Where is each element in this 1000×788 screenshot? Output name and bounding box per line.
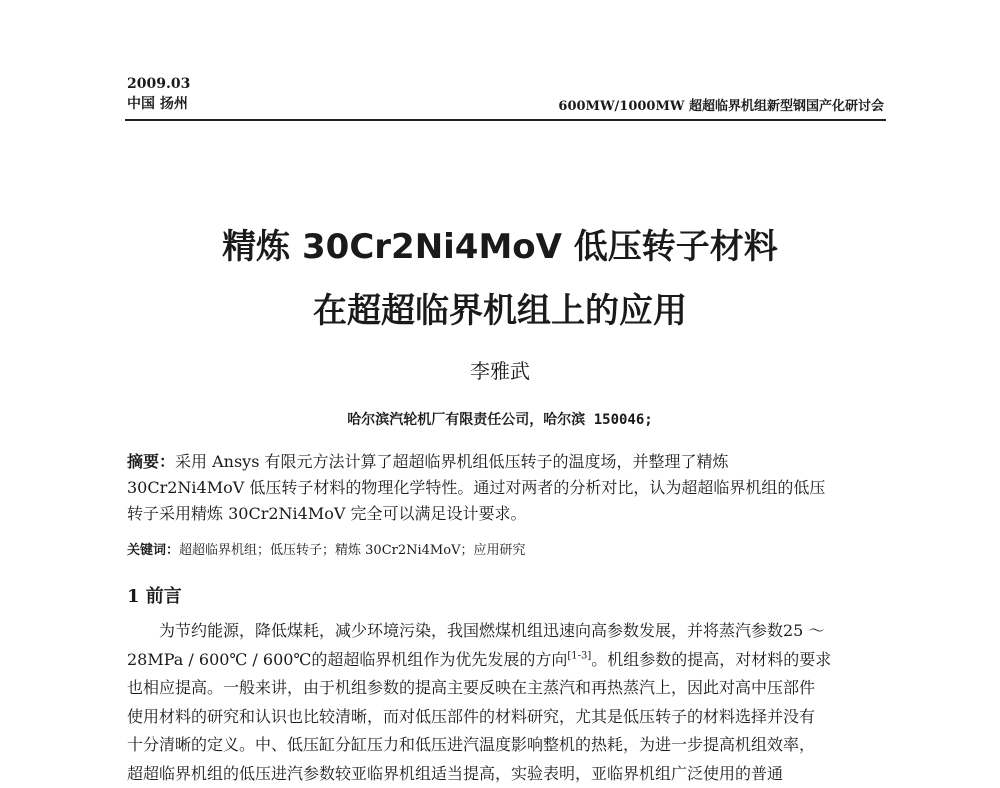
paper-title-line-1: 精炼 30Cr2Ni4MoV 低压转子材料 bbox=[0, 225, 1000, 269]
running-header-left bbox=[127, 74, 190, 114]
header-date: 2009.03 bbox=[127, 74, 190, 94]
abstract-line bbox=[127, 449, 889, 475]
keywords-label: 关键词： bbox=[127, 543, 179, 558]
body-line: 超超临界机组的低压进汽参数较亚临界机组适当提高，实验表明，亚临界机组广泛使用的普通 bbox=[127, 760, 889, 788]
body-line: 使用材料的研究和认识也比较清晰，而对低压部件的材料研究，尤其是低压转子的材料选择并没有 bbox=[127, 703, 889, 732]
body-text-segment: 28MPa / 600℃ / 600℃的超超临界机组作为优先发展的方向 bbox=[127, 650, 567, 669]
keywords-text: 超超临界机组；低压转子；精炼 30Cr2Ni4MoV；应用研究 bbox=[179, 543, 525, 558]
section-body bbox=[127, 617, 889, 788]
author-affiliation: 哈尔滨汽轮机厂有限责任公司，哈尔滨 150046; bbox=[0, 410, 1000, 430]
paper-title-line-2: 在超超临界机组上的应用 bbox=[0, 289, 1000, 333]
abstract-label: 摘要： bbox=[127, 452, 175, 471]
abstract bbox=[127, 449, 889, 527]
abstract-line: 转子采用精炼 30Cr2Ni4MoV 完全可以满足设计要求。 bbox=[127, 501, 889, 527]
abstract-text: 采用 Ansys 有限元方法计算了超超临界机组低压转子的温度场，并整理了精炼 bbox=[175, 452, 729, 471]
keywords bbox=[127, 541, 889, 561]
citation-ref: [1-3] bbox=[567, 650, 591, 661]
body-line: 十分清晰的定义。中、低压缸分缸压力和低压进汽温度影响整机的热耗，为进一步提高机组效率， bbox=[127, 731, 889, 760]
header-conference-title: 600MW/1000MW 超超临界机组新型钢国产化研讨会 bbox=[558, 98, 884, 116]
author-name: 李雅武 bbox=[0, 358, 1000, 384]
body-text-segment: 。机组参数的提高，对材料的要求 bbox=[591, 650, 831, 669]
header-location: 中国 扬州 bbox=[127, 94, 190, 114]
section-heading: 1 前言 bbox=[127, 585, 182, 609]
body-line: 也相应提高。一般来讲，由于机组参数的提高主要反映在主蒸汽和再热蒸汽上，因此对高中压部件 bbox=[127, 674, 889, 703]
body-line: 为节约能源，降低煤耗，减少环境污染，我国燃煤机组迅速向高参数发展，并将蒸汽参数25 ～ bbox=[127, 617, 889, 646]
body-line bbox=[127, 646, 889, 675]
header-rule bbox=[125, 119, 886, 121]
abstract-line: 30Cr2Ni4MoV 低压转子材料的物理化学特性。通过对两者的分析对比，认为超超临界机组的低压 bbox=[127, 475, 889, 501]
